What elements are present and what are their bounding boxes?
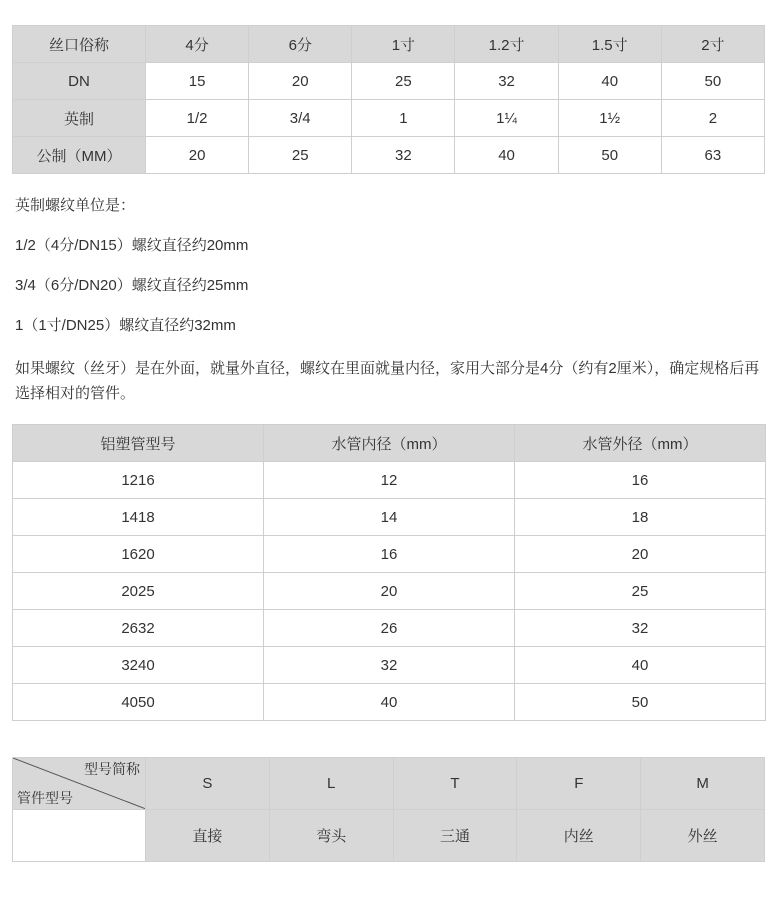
table-cell: 32 [352, 137, 455, 174]
table-cell: 50 [515, 684, 766, 721]
table-cell: 40 [455, 137, 558, 174]
table-row [13, 100, 765, 137]
table-cell: M [641, 758, 765, 810]
row-header: DN [13, 63, 146, 100]
column-header: 水管内径（mm） [264, 425, 515, 462]
table-cell: 3/4 [249, 100, 352, 137]
table-cell: 26 [264, 610, 515, 647]
table-cell: T [393, 758, 517, 810]
table-cell: 40 [515, 647, 766, 684]
table-row [13, 647, 766, 684]
table-cell: 20 [249, 63, 352, 100]
table-header-row [13, 425, 766, 462]
table-cell: 1寸 [352, 26, 455, 63]
note-line-4: 1（1寸/DN25）螺纹直径约32mm [15, 317, 236, 334]
notes-block [12, 196, 765, 406]
table-cell: 2632 [13, 610, 264, 647]
note-line-2: 1/2（4分/DN15）螺纹直径约20mm [15, 237, 249, 254]
table-cell: 4分 [146, 26, 249, 63]
table-cell: 12 [264, 462, 515, 499]
table-cell: 1.2寸 [455, 26, 558, 63]
table-cell: 25 [352, 63, 455, 100]
table-cell: 2025 [13, 573, 264, 610]
table-row [13, 499, 766, 536]
table-row [13, 684, 766, 721]
column-header: 水管外径（mm） [515, 425, 766, 462]
note-line-1: 英制螺纹单位是： [15, 197, 136, 214]
table-cell: 直接 [146, 810, 270, 862]
table-cell: 外丝 [641, 810, 765, 862]
table-cell: 内丝 [517, 810, 641, 862]
table-cell: 50 [661, 63, 764, 100]
empty-cell [13, 810, 146, 862]
fittings-code-table [12, 757, 765, 862]
note-line-5: 如果螺纹（丝牙）是在外面，就量外直径，螺纹在里面就量内径，家用大部分是4分（约有2厘米），确定规格后再选择相对的管件。 [15, 360, 760, 402]
table-cell: 三通 [393, 810, 517, 862]
table-cell: 弯头 [269, 810, 393, 862]
table-row [13, 536, 766, 573]
table-cell: F [517, 758, 641, 810]
table-cell: 2寸 [661, 26, 764, 63]
table-cell: 32 [264, 647, 515, 684]
table-cell: 63 [661, 137, 764, 174]
table-row [13, 610, 766, 647]
table-row [13, 462, 766, 499]
document-page [0, 25, 777, 907]
table-cell: 16 [264, 536, 515, 573]
table-header-row [13, 758, 765, 810]
table-cell: 40 [558, 63, 661, 100]
table-row [13, 26, 765, 63]
row-header: 公制（MM） [13, 137, 146, 174]
row-header: 英制 [13, 100, 146, 137]
corner-label-top: 型号简称 [84, 761, 140, 777]
table-cell: 40 [264, 684, 515, 721]
table-cell: 1 [352, 100, 455, 137]
table-cell: 20 [264, 573, 515, 610]
thread-size-table [12, 25, 765, 174]
table-cell: 20 [515, 536, 766, 573]
table-cell: 1¼ [455, 100, 558, 137]
table-cell: 32 [455, 63, 558, 100]
ppr-pipe-table [12, 424, 766, 721]
table-cell: 15 [146, 63, 249, 100]
table-cell: 1418 [13, 499, 264, 536]
table-cell: 2 [661, 100, 764, 137]
table-row [13, 63, 765, 100]
table-cell: 14 [264, 499, 515, 536]
table-cell: 4050 [13, 684, 264, 721]
table-cell: 16 [515, 462, 766, 499]
column-header: 铝塑管型号 [13, 425, 264, 462]
table-cell: S [146, 758, 270, 810]
table-cell: 50 [558, 137, 661, 174]
table-cell: 1/2 [146, 100, 249, 137]
note-line-3: 3/4（6分/DN20）螺纹直径约25mm [15, 277, 249, 294]
table-cell: 1½ [558, 100, 661, 137]
diagonal-header-cell [13, 758, 146, 810]
table-cell: 1216 [13, 462, 264, 499]
table-cell: L [269, 758, 393, 810]
table-cell: 18 [515, 499, 766, 536]
table-cell: 1.5寸 [558, 26, 661, 63]
table-cell: 25 [249, 137, 352, 174]
table-cell: 3240 [13, 647, 264, 684]
corner-label-bottom: 管件型号 [17, 790, 73, 806]
row-header: 丝口俗称 [13, 26, 146, 63]
table-row [13, 137, 765, 174]
table-cell: 25 [515, 573, 766, 610]
table-row [13, 810, 765, 862]
table-cell: 20 [146, 137, 249, 174]
table-cell: 1620 [13, 536, 264, 573]
table-cell: 6分 [249, 26, 352, 63]
table-cell: 32 [515, 610, 766, 647]
table-row [13, 573, 766, 610]
